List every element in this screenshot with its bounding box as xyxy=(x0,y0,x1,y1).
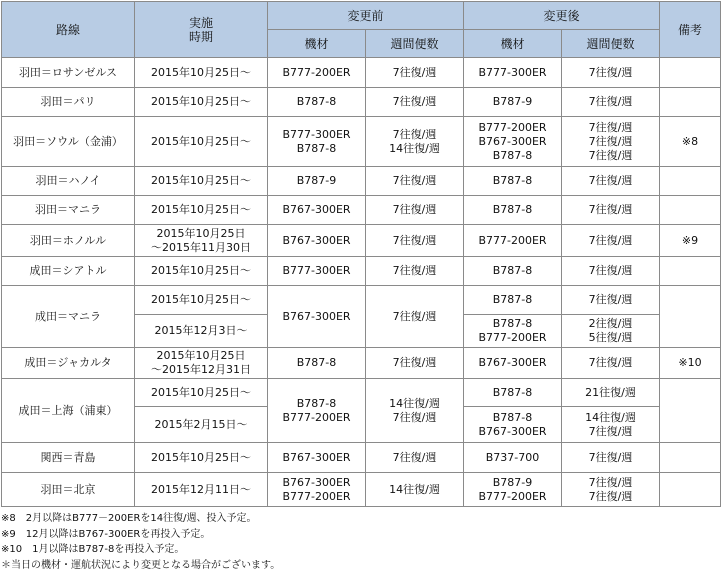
after-weekly-cell: 7往復/週 xyxy=(562,348,660,379)
date-cell: 2015年2月15日～ xyxy=(135,407,268,443)
after-aircraft-cell: B787-8 xyxy=(464,196,562,225)
header-before: 変更前 xyxy=(268,2,464,30)
date-cell: 2015年10月25日～ xyxy=(135,167,268,196)
after-aircraft-cell: B737-700 xyxy=(464,443,562,473)
route-cell: 羽田＝ロサンゼルス xyxy=(2,58,135,88)
aircraft-line: B777-200ER xyxy=(282,489,351,503)
date-cell xyxy=(135,225,268,257)
header-route: 路線 xyxy=(2,2,135,58)
aircraft-line: B787-8 xyxy=(492,410,533,424)
before-aircraft-cell: B767-300ER xyxy=(268,286,366,348)
date-line: ～2015年11月30日 xyxy=(151,240,251,254)
after-weekly-cell: 7往復/週 xyxy=(562,88,660,117)
aircraft-line: B767-300ER xyxy=(478,134,547,148)
date-cell: 2015年10月25日～ xyxy=(135,257,268,286)
before-weekly-cell: 7往復/週 xyxy=(366,443,464,473)
aircraft-line: B787-9 xyxy=(492,475,533,489)
table-row xyxy=(2,443,721,473)
header-row-1 xyxy=(2,2,721,30)
after-weekly-cell: 7往復/週 xyxy=(562,225,660,257)
weekly-line: 7往復/週 xyxy=(588,148,633,162)
before-weekly-cell: 14往復/週 xyxy=(366,473,464,507)
header-remarks: 備考 xyxy=(660,2,721,58)
header-date xyxy=(135,2,268,58)
after-aircraft-cell: B777-200ER xyxy=(464,225,562,257)
aircraft-line: B777-200ER xyxy=(478,331,547,344)
aircraft-line: B787-8 xyxy=(296,141,337,155)
aircraft-line: B787-8 xyxy=(492,317,533,330)
remarks-cell xyxy=(660,88,721,117)
after-aircraft-cell: B787-8 xyxy=(464,257,562,286)
route-cell: 羽田＝パリ xyxy=(2,88,135,117)
after-aircraft-cell: B787-8 xyxy=(464,379,562,407)
after-aircraft-cell: B777-300ER xyxy=(464,58,562,88)
route-cell: 成田＝上海（浦東） xyxy=(2,379,135,443)
date-cell: 2015年12月3日～ xyxy=(135,315,268,348)
aircraft-line: B767-300ER xyxy=(282,475,351,489)
aircraft-line: B777-300ER xyxy=(282,127,351,141)
before-weekly-cell: 7往復/週 xyxy=(366,286,464,348)
header-after: 変更後 xyxy=(464,2,660,30)
before-aircraft-cell: B787-9 xyxy=(268,167,366,196)
remarks-cell xyxy=(660,286,721,348)
after-weekly-cell: 7往復/週 xyxy=(562,286,660,315)
remarks-cell: ※8 xyxy=(660,117,721,167)
before-aircraft-cell: B777-200ER xyxy=(268,58,366,88)
before-aircraft-cell xyxy=(268,117,366,167)
after-aircraft-cell xyxy=(464,117,562,167)
weekly-line: 7往復/週 xyxy=(588,475,633,489)
footnote-8: ※8 2月以降はB777－200ERを14往復/週、投入予定。 xyxy=(1,513,257,524)
header-after-aircraft: 機材 xyxy=(464,30,562,58)
after-weekly-cell: 7往復/週 xyxy=(562,167,660,196)
remarks-cell xyxy=(660,443,721,473)
after-weekly-cell xyxy=(562,473,660,507)
date-cell: 2015年10月25日～ xyxy=(135,196,268,225)
route-cell: 羽田＝北京 xyxy=(2,473,135,507)
remarks-cell xyxy=(660,473,721,507)
footnote-10: ※10 1月以降はB787-8を再投入予定。 xyxy=(1,544,185,555)
weekly-line: 14往復/週 xyxy=(585,410,636,424)
after-weekly-cell: 21往復/週 xyxy=(562,379,660,407)
aircraft-line: B777-200ER xyxy=(282,410,351,424)
before-aircraft-cell xyxy=(268,379,366,443)
weekly-line: 7往復/週 xyxy=(588,489,633,503)
weekly-line: 14往復/週 xyxy=(389,141,440,155)
footnotes xyxy=(1,511,280,573)
table-row xyxy=(2,473,721,507)
table-row xyxy=(2,379,721,407)
weekly-line: 7往復/週 xyxy=(392,127,437,141)
before-weekly-cell: 7往復/週 xyxy=(366,58,464,88)
route-cell: 成田＝マニラ xyxy=(2,286,135,348)
remarks-cell xyxy=(660,58,721,88)
before-aircraft-cell xyxy=(268,473,366,507)
after-aircraft-cell: B767-300ER xyxy=(464,348,562,379)
remarks-cell xyxy=(660,257,721,286)
remarks-cell: ※10 xyxy=(660,348,721,379)
before-aircraft-cell: B767-300ER xyxy=(268,225,366,257)
before-weekly-cell xyxy=(366,379,464,443)
table-row xyxy=(2,196,721,225)
before-weekly-cell: 7往復/週 xyxy=(366,348,464,379)
route-cell: 羽田＝ソウル（金浦） xyxy=(2,117,135,167)
after-aircraft-cell: B787-9 xyxy=(464,88,562,117)
table-row xyxy=(2,286,721,315)
after-aircraft-cell xyxy=(464,473,562,507)
date-cell: 2015年12月11日～ xyxy=(135,473,268,507)
header-after-weekly: 週間便数 xyxy=(562,30,660,58)
remarks-cell: ※9 xyxy=(660,225,721,257)
remarks-cell xyxy=(660,196,721,225)
after-weekly-cell xyxy=(562,315,660,348)
route-cell: 関西＝青島 xyxy=(2,443,135,473)
table-row xyxy=(2,167,721,196)
schedule-table xyxy=(1,1,721,507)
date-line: 2015年10月25日 xyxy=(156,226,246,240)
date-cell: 2015年10月25日～ xyxy=(135,379,268,407)
header-date-line2: 時期 xyxy=(188,29,213,44)
before-aircraft-cell: B767-300ER xyxy=(268,443,366,473)
weekly-line: 7往復/週 xyxy=(588,120,633,134)
remarks-cell xyxy=(660,379,721,443)
route-cell: 羽田＝マニラ xyxy=(2,196,135,225)
before-aircraft-cell: B767-300ER xyxy=(268,196,366,225)
header-before-aircraft: 機材 xyxy=(268,30,366,58)
date-cell xyxy=(135,348,268,379)
date-line: ～2015年12月31日 xyxy=(151,363,251,376)
before-aircraft-cell: B787-8 xyxy=(268,88,366,117)
aircraft-line: B787-8 xyxy=(492,148,533,162)
date-cell: 2015年10月25日～ xyxy=(135,58,268,88)
before-weekly-cell: 7往復/週 xyxy=(366,88,464,117)
before-weekly-cell xyxy=(366,117,464,167)
after-aircraft-cell xyxy=(464,315,562,348)
before-aircraft-cell: B787-8 xyxy=(268,348,366,379)
weekly-line: 7往復/週 xyxy=(588,424,633,438)
before-aircraft-cell: B777-300ER xyxy=(268,257,366,286)
weekly-line: 14往復/週 xyxy=(389,396,440,410)
before-weekly-cell: 7往復/週 xyxy=(366,257,464,286)
after-weekly-cell: 7往復/週 xyxy=(562,443,660,473)
after-weekly-cell: 7往復/週 xyxy=(562,196,660,225)
before-weekly-cell: 7往復/週 xyxy=(366,167,464,196)
footnote-9: ※9 12月以降はB767-300ERを再投入予定。 xyxy=(1,528,211,540)
route-cell: 羽田＝ハノイ xyxy=(2,167,135,196)
after-weekly-cell: 7往復/週 xyxy=(562,58,660,88)
header-date-line1: 実施 xyxy=(188,15,213,30)
weekly-line: 2往復/週 xyxy=(588,317,633,330)
after-weekly-cell xyxy=(562,407,660,443)
weekly-line: 5往復/週 xyxy=(588,331,633,344)
date-cell: 2015年10月25日～ xyxy=(135,443,268,473)
table-row xyxy=(2,88,721,117)
date-cell: 2015年10月25日～ xyxy=(135,88,268,117)
date-line: 2015年10月25日 xyxy=(156,349,246,362)
before-weekly-cell: 7往復/週 xyxy=(366,196,464,225)
route-cell: 羽田＝ホノルル xyxy=(2,225,135,257)
aircraft-line: B777-200ER xyxy=(478,120,547,134)
date-cell: 2015年10月25日～ xyxy=(135,117,268,167)
after-weekly-cell: 7往復/週 xyxy=(562,257,660,286)
table-row xyxy=(2,117,721,167)
table-row xyxy=(2,348,721,379)
weekly-line: 7往復/週 xyxy=(588,134,633,148)
table-row xyxy=(2,58,721,88)
footnote-general: ＊当日の機材・運航状況により変更となる場合がございます。 xyxy=(1,559,281,571)
after-aircraft-cell xyxy=(464,407,562,443)
header-before-weekly: 週間便数 xyxy=(366,30,464,58)
aircraft-line: B777-200ER xyxy=(478,489,547,503)
route-cell: 成田＝ジャカルタ xyxy=(2,348,135,379)
after-weekly-cell xyxy=(562,117,660,167)
before-weekly-cell: 7往復/週 xyxy=(366,225,464,257)
date-cell: 2015年10月25日～ xyxy=(135,286,268,315)
after-aircraft-cell: B787-8 xyxy=(464,286,562,315)
after-aircraft-cell: B787-8 xyxy=(464,167,562,196)
table-row xyxy=(2,257,721,286)
aircraft-line: B767-300ER xyxy=(478,424,547,438)
remarks-cell xyxy=(660,167,721,196)
weekly-line: 7往復/週 xyxy=(392,410,437,424)
aircraft-line: B787-8 xyxy=(296,396,337,410)
table-row xyxy=(2,225,721,257)
route-cell: 成田＝シアトル xyxy=(2,257,135,286)
